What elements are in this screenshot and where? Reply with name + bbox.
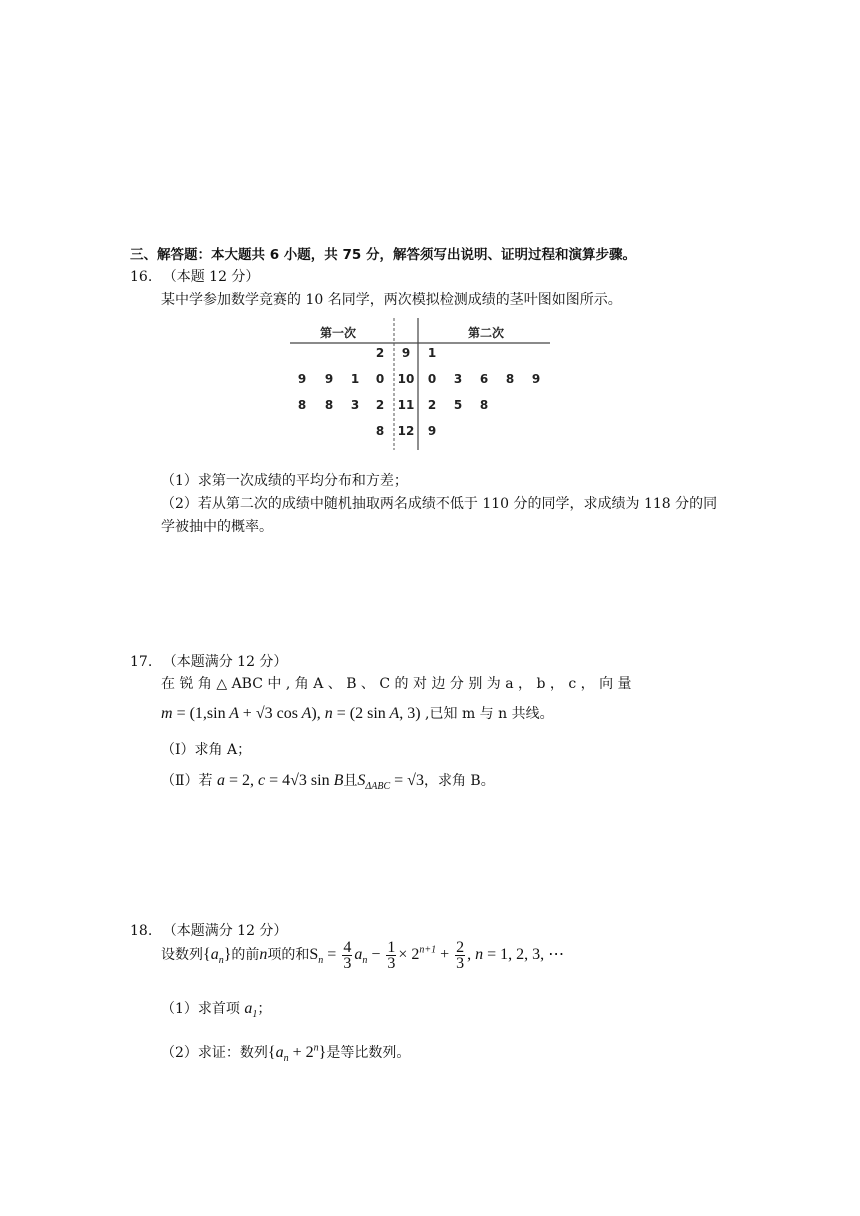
stem-leaf-right-header: 第二次: [468, 326, 505, 340]
q18-seq-formula: $\{a_n + 2^n\}$: [267, 1042, 327, 1065]
q17-area-formula: $S_{\Delta ABC} = √3$: [357, 772, 424, 793]
stem-leaf-left-leaf: 9: [297, 372, 307, 386]
q18-seq-an: $\{a_n\}$: [203, 946, 232, 967]
q18-part2-tail: 是等比数列。: [326, 1045, 411, 1061]
stem-leaf-stem: 9: [401, 346, 411, 360]
stem-leaf-right-leaf: 1: [427, 346, 437, 360]
q18-intro-prefix: 设数列: [161, 947, 203, 964]
stem-leaf-left-leaf: 0: [375, 372, 385, 386]
stem-leaf-left-header: 第一次: [320, 326, 357, 340]
q17-title: [130, 651, 287, 671]
q16-points: （本题 12 分）: [162, 269, 260, 285]
q16-part2-line1: （2）若从第二次的成绩中随机抽取两名成绩不低于 110 分的同学，求成绩为 118 分的同: [161, 496, 718, 512]
stem-leaf-right-leaf: 6: [479, 372, 489, 386]
stem-leaf-stem: 10: [397, 372, 415, 386]
q18-number: 18.: [130, 923, 153, 939]
q18-part1: [161, 998, 271, 1020]
q18-part1-tail: ；: [257, 1001, 272, 1017]
stem-leaf-left-leaf: 9: [324, 372, 334, 386]
stem-leaf-stem: 12: [397, 424, 415, 438]
q17-points: （本题满分 12 分）: [162, 654, 288, 670]
stem-leaf-stem: 11: [397, 398, 415, 412]
section-header: 三、解答题：本大题共 6 小题，共 75 分，解答须写出说明、证明过程和演算步骤。: [130, 247, 636, 263]
q17-part2: [161, 770, 495, 792]
stem-leaf-right-leaf: 3: [453, 372, 463, 386]
q17-part2-tail: ，求角 B。: [423, 773, 495, 789]
q17-vector-formula: m = (1,sin A + √3 cos A), n = (2 sin A, 3): [161, 705, 421, 722]
stem-leaf-right-leaf: 0: [427, 372, 437, 386]
stem-leaf-left-leaf: 2: [375, 346, 385, 360]
stem-leaf-plot: [290, 318, 552, 453]
stem-leaf-left-leaf: 8: [375, 424, 385, 438]
stem-leaf-right-leaf: 8: [505, 372, 515, 386]
q18-title: [130, 920, 287, 940]
q18-a1: $a_1$: [244, 1000, 258, 1021]
q18-intro-mid1: 的前: [231, 947, 260, 964]
stem-leaf-right-leaf: 9: [427, 424, 437, 438]
stem-leaf-left-leaf: 8: [324, 398, 334, 412]
q17-line1: 在 锐 角 △ ABC 中 , 角 A 、 B 、 C 的 对 边 分 别 为 a ， b ， c ， 向 量: [161, 676, 632, 692]
q18-part2-prefix: （2）求证：数列: [161, 1045, 268, 1061]
stem-leaf-left-leaf: 1: [350, 372, 360, 386]
q17-line2: [161, 703, 554, 723]
q18-n: n: [259, 946, 268, 964]
q17-part2-mid: 且: [343, 773, 358, 789]
stem-leaf-left-leaf: 8: [297, 398, 307, 412]
q18-sum-formula: $S_n$ = $\frac{4}{3}$ $a_n$ − $\frac{1}{3}$ × $2^{n+1}$ + $\frac{2}{3}$ , n = 1, 2, 3, ⋯: [309, 939, 565, 972]
q16-part2-line2: 学被抽中的概率。: [161, 519, 273, 535]
stem-leaf-left-leaf: 2: [375, 398, 385, 412]
q16-title: [130, 266, 259, 286]
q18-part2: [161, 1042, 410, 1064]
q17-line2-tail: ,已知 m 与 n 共线。: [420, 706, 554, 722]
q18-intro-mid2: 项的和: [267, 947, 310, 964]
q16-number: 16.: [130, 269, 153, 285]
stem-leaf-right-leaf: 8: [479, 398, 489, 412]
q16-part1: （1）求第一次成绩的平均分布和方差；: [161, 473, 408, 489]
stem-leaf-right-leaf: 5: [453, 398, 463, 412]
stem-leaf-right-leaf: 9: [531, 372, 541, 386]
q17-number: 17.: [130, 654, 153, 670]
stem-leaf-right-leaf: 2: [427, 398, 437, 412]
q18-intro: [161, 940, 564, 971]
q18-part1-prefix: （1）求首项: [161, 1001, 245, 1017]
q17-condition-formula: a = 2, c = 4√3 sin B: [216, 772, 344, 789]
stem-leaf-left-leaf: 3: [350, 398, 360, 412]
q16-intro: 某中学参加数学竞赛的 10 名同学，两次模拟检测成绩的茎叶图如图所示。: [161, 292, 622, 308]
q18-points: （本题满分 12 分）: [162, 923, 288, 939]
q17-part1: （Ⅰ）求角 A；: [161, 742, 252, 758]
q17-part2-prefix: （Ⅱ）若: [161, 773, 217, 789]
